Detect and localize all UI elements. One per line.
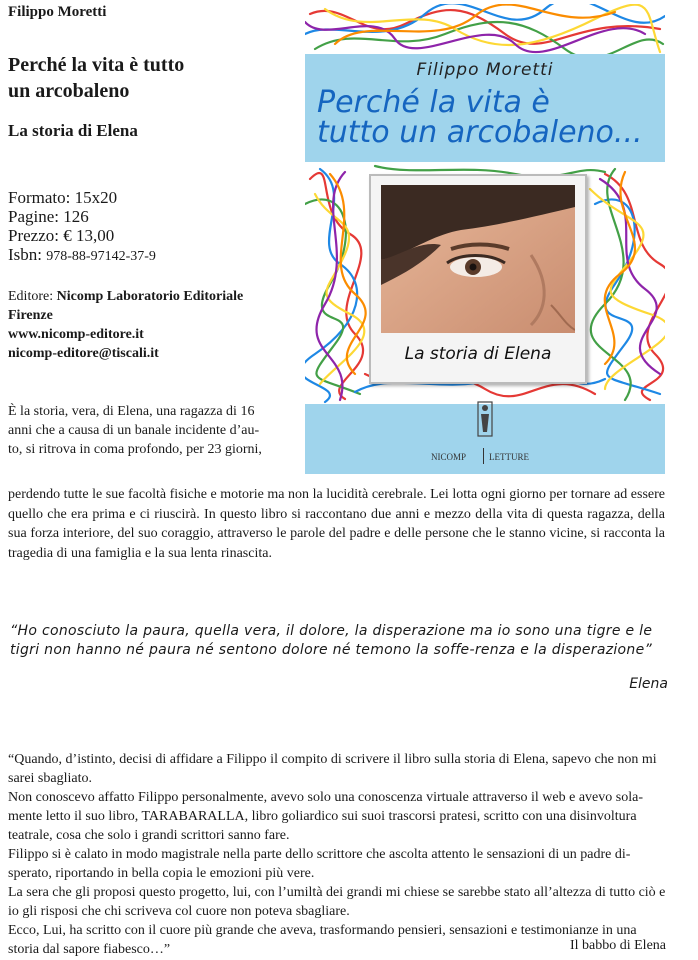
publisher-line — [8, 287, 298, 306]
face-illustration — [381, 185, 575, 333]
testimony-signature: Il babbo di Elena — [569, 938, 666, 953]
book-specs — [8, 188, 156, 266]
publisher-name: Nicomp Laboratorio Editoriale — [56, 289, 244, 304]
book-title-line1: Perché la vita è tutto — [8, 54, 185, 76]
book-subtitle: La storia di Elena — [8, 121, 138, 140]
publisher-info — [8, 287, 298, 363]
isbn-label: Isbn: — [8, 245, 47, 264]
testimony-paragraph: Non conoscevo affatto Filippo personalmente, avevo solo una conoscenza virtuale attraverso il web e avevo sola-mente letto il suo libro, TARABARALLA, libro goliardico sui suoi trascorsi pratesi, scritto con una disinvoltura teatrale, cosa che solo i grandi scrittori sanno fare. — [8, 790, 643, 843]
cover-publisher-name: NICOMP — [431, 452, 467, 462]
intro-paragraph-rest: perdendo tutte le sue facoltà fisiche e motorie ma non la lucidità cerebrale. Lei lotta ogni giorno per tornare ad essere quello che era prima e ci riuscirà. In questo libro si raccontano due anni e mezzo della vita di questa ragazza, della sua forza interiore, del suo coraggio, attraverso le parole del padre e delle persone che le stanno vicine, si racconta la tragedia di una famiglia e la sua lenta rinascita. — [8, 487, 665, 561]
spec-isbn — [8, 245, 156, 266]
elena-quote: “Ho conosciuto la paura, quella vera, il dolore, la disperazione ma io sono una tigre e le tigri non hanno né paura né sentono dolore né temono la soffe-renza e la disperazione” — [10, 623, 653, 658]
book-title — [8, 52, 288, 104]
publisher-city: Firenze — [8, 308, 53, 323]
cover-title-line1: Perché la vita è — [317, 85, 550, 120]
publisher-label: Editore: — [8, 289, 57, 304]
spec-pagine: Pagine: 126 — [8, 207, 89, 226]
spec-prezzo: Prezzo: € 13,00 — [8, 226, 115, 245]
intro-line: to, si ritrova in coma profondo, per 23 giorni, — [8, 442, 262, 457]
testimony-paragraph: La sera che gli proposi questo progetto, lui, con l’umiltà dei grandi mi chiese se sarebbe stato all’altezza di tutto ciò e io gli risposi che chi scriveva col cuore non poteva sbagliare. — [8, 885, 666, 919]
publisher-logo-icon — [423, 396, 549, 440]
cover-series: LETTURE — [489, 452, 529, 462]
father-testimony — [8, 750, 668, 959]
testimony-paragraph: Filippo si è calato in modo magistrale nella parte dello scrittore che ascolta attento le sensazioni di un padre di-sperato, riportando in bella copia le emozioni più vere. — [8, 847, 631, 881]
author-name: Filippo Moretti — [8, 4, 107, 20]
cover-author: Filippo Moretti — [416, 60, 554, 80]
isbn-value: 978-88-97142-37-9 — [46, 249, 156, 264]
face-photo — [381, 185, 575, 333]
cover-title — [317, 85, 657, 150]
quote-author: Elena — [629, 676, 668, 692]
polaroid-photo-frame — [369, 174, 587, 384]
spec-formato: Formato: 15x20 — [8, 188, 118, 207]
intro-line: È la storia, vera, di Elena, una ragazza di 16 — [8, 404, 255, 419]
intro-paragraph-start — [8, 402, 298, 459]
cover-divider — [483, 448, 484, 464]
cover-title-line2: tutto un arcobaleno... — [317, 115, 643, 150]
publisher-website-link[interactable]: www.nicomp-editore.it — [8, 327, 144, 342]
photo-caption: La storia di Elena — [404, 344, 552, 364]
book-title-line2: un arcobaleno — [8, 80, 130, 102]
testimony-paragraph: Ecco, Lui, ha scritto con il cuore più grande che aveva, trasformando pensieri, sensazioni e testimonianze in una storia dal sapore fiabesco…” — [8, 923, 637, 957]
book-cover-image — [305, 4, 665, 474]
publisher-email-link[interactable]: nicomp-editore@tiscali.it — [8, 346, 159, 361]
testimony-paragraph: “Quando, d’istinto, decisi di affidare a Filippo il compito di scrivere il libro sulla storia di Elena, sapevo che non mi sarei sbagliato. — [8, 752, 657, 786]
intro-line: anni che a causa di un banale incidente d’au- — [8, 423, 260, 438]
